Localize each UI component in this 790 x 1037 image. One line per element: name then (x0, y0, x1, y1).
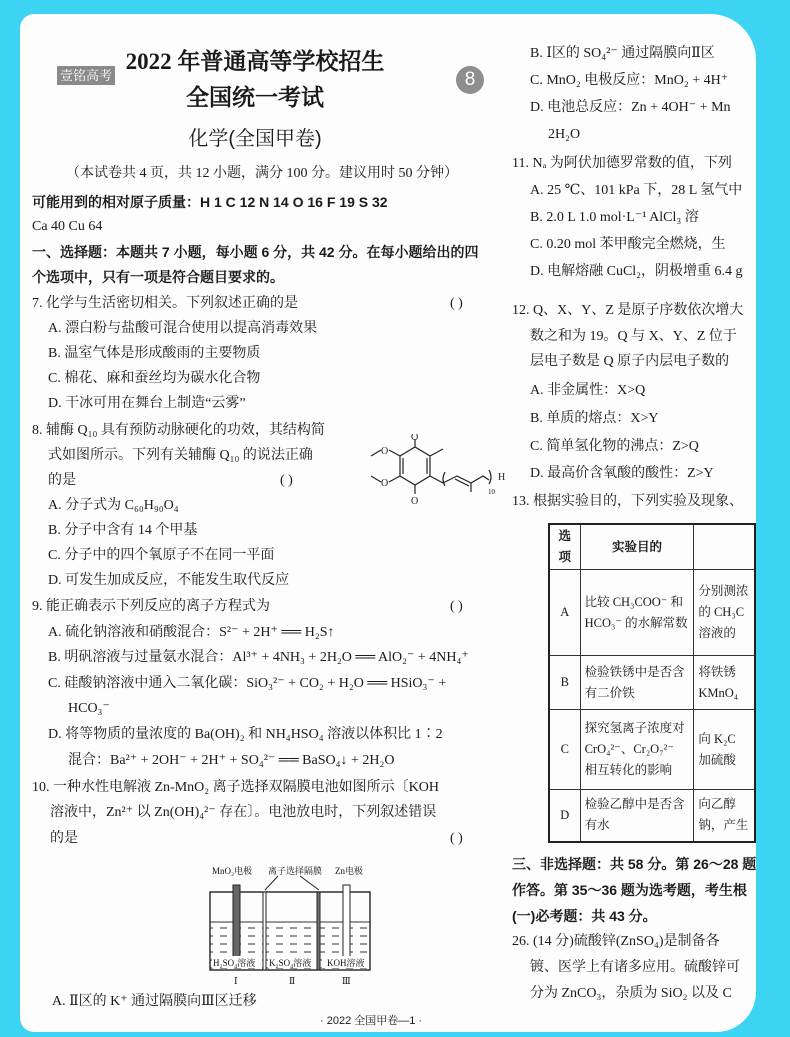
answer-paren-q7: ( ) (450, 296, 463, 311)
right-text-line: 作答。第 35～36 题为选考题，考生根 (512, 882, 747, 898)
left-text-line: C. 棉花、麻和蚕丝均为碳水化合物 (48, 371, 261, 386)
answer-paren-q9: ( ) (450, 599, 463, 614)
left-text-line: 9. 能正确表示下列反应的离子方程式为 (32, 599, 270, 614)
zone3-solution-label: KOH溶液 (327, 958, 365, 968)
brand-logo: 壹铭高考 (57, 66, 115, 85)
left-text-line: A. Ⅱ区的 K⁺ 通过隔膜向Ⅲ区迁移 (52, 994, 257, 1009)
left-text-line: 7. 化学与生活密切相关。下列叙述正确的是 (32, 296, 298, 311)
row-option: C (549, 710, 580, 790)
header-method (694, 524, 755, 570)
right-text-line: B. 单质的熔点：X>Y (530, 411, 659, 426)
exam-title-line2: 全国统一考试 (186, 85, 324, 110)
left-text-line: （本试卷共 4 页，共 12 小题，满分 100 分。建议用时 50 分钟） (66, 166, 458, 181)
row-purpose: 探究氢离子浓度对 CrO₄²⁻、Cr₂O₇²⁻ 相互转化的影响 (580, 710, 694, 790)
row-method: 向乙醇 钠，产生 (694, 790, 755, 842)
right-text-line: (一)必考题：共 43 分。 (512, 908, 657, 924)
row-option: A (549, 570, 580, 656)
oxygen-label: O (411, 434, 419, 443)
row-method: 向 K₂C 加硫酸 (694, 710, 755, 790)
left-text-line: 溶液中，Zn²⁺ 以 Zn(OH)₄²⁻ 存在〕。电池放电时，下列叙述错误 (50, 805, 437, 820)
right-text-line: C. MnO₂ 电极反应：MnO₂ + 4H⁺ (530, 73, 729, 88)
left-text-line: D. 可发生加成反应，不能发生取代反应 (48, 573, 290, 588)
battery-diagram (190, 852, 390, 990)
repeat-count-label: 10 (488, 488, 495, 496)
left-text-line: D. 干冰可用在舞台上制造“云雾” (48, 396, 246, 411)
left-text-line: C. 硅酸钠溶液中通入二氧化碳：SiO₃²⁻ + CO₂ + H₂O ══ HSiO₃⁻ + (48, 676, 447, 691)
right-text-line: C. 简单氢化物的沸点：Z>Q (530, 439, 699, 454)
zone2-label: Ⅱ (289, 976, 296, 986)
left-text-line: 式如图所示。下列有关辅酶 Q₁₀ 的说法正确 (48, 448, 313, 463)
right-text-line: D. 最高价含氧酸的酸性：Z>Y (530, 466, 714, 481)
left-text-line: 一、选择题：本题共 7 小题，每小题 6 分，共 42 分。在每小题给出的四 (32, 244, 479, 260)
right-text-line: C. 0.20 mol 苯甲酸完全燃烧，生 (530, 237, 726, 252)
left-text-line: Ca 40 Cu 64 (32, 219, 103, 234)
zone1-label: Ⅰ (234, 976, 238, 986)
row-option: B (549, 656, 580, 710)
table-row (549, 570, 755, 656)
row-method: 将铁锈 KMnO₄ (694, 656, 755, 710)
exam-title-line1: 2022 年普通高等学校招生 (125, 49, 385, 74)
header-purpose: 实验目的 (580, 524, 694, 570)
left-text-line: A. 硫化钠溶液和硝酸混合：S²⁻ + 2H⁺ ══ H₂S↑ (48, 625, 335, 640)
left-text-line: B. 温室气体是形成酸雨的主要物质 (48, 346, 261, 361)
exam-page (20, 14, 756, 1032)
left-text-line: C. 分子中的四个氧原子不在同一平面 (48, 548, 275, 563)
right-text-line: 2H₂O (548, 127, 581, 142)
row-method: 分别测浓 的 CH₃C 溶液的 (694, 570, 755, 656)
right-text-line: D. 电池总反应：Zn + 4OH⁻ + Mn (530, 100, 731, 115)
left-text-line: HCO₃⁻ (68, 701, 110, 716)
table-row (549, 656, 755, 710)
header-option: 选项 (549, 524, 580, 570)
left-text-line: A. 分子式为 C₆₀H₉₀O₄ (48, 498, 179, 513)
oxygen-label: O (381, 446, 389, 457)
experiment-table (548, 523, 756, 843)
coenzyme-q10-structure (365, 434, 510, 514)
table-row (549, 710, 755, 790)
left-text-line: 可能用到的相对原子质量：H 1 C 12 N 14 O 16 F 19 S 32 (32, 194, 388, 210)
right-text-line: 11. Nₐ 为阿伏加德罗常数的值，下列 (512, 156, 732, 171)
left-text-line: 10. 一种水性电解液 Zn-MnO₂ 离子选择双隔膜电池如图所示〔KOH (32, 780, 439, 795)
table-header-row (549, 524, 755, 570)
zone3-label: Ⅲ (342, 976, 351, 986)
right-text-line: 三、非选择题：共 58 分。第 26～28 题 (512, 856, 756, 872)
right-text-line: 26. (14 分)硫酸锌(ZnSO₄)是制备各 (512, 934, 720, 949)
subject-title: 化学(全国甲卷) (188, 128, 322, 150)
page-footer: · 2022 全国甲卷—1 · (320, 1015, 423, 1027)
right-text-line: D. 电解熔融 CuCl₂，阴极增重 6.4 g (530, 264, 743, 279)
right-text-line: 12. Q、X、Y、Z 是原子序数依次增大 (512, 303, 744, 318)
oxygen-label: O (381, 478, 389, 489)
left-text-line: 混合：Ba²⁺ + 2OH⁻ + 2H⁺ + SO₄²⁻ ══ BaSO₄↓ + 2H₂O (68, 753, 395, 768)
left-text-line: 的是 (50, 831, 78, 846)
row-option: D (549, 790, 580, 842)
mno2-electrode-label: MnO₂电极 (212, 866, 253, 876)
row-purpose: 检验乙醇中是否含有水 (580, 790, 694, 842)
right-text-line: 13. 根据实验目的，下列实验及现象、 (512, 494, 743, 509)
left-text-line: 的是 (48, 473, 76, 488)
membrane-label: 离子选择隔膜 (268, 866, 323, 876)
answer-paren-q10: ( ) (450, 831, 463, 846)
right-text-line: 镀、医学上有诸多应用。硫酸锌可 (530, 960, 740, 975)
row-purpose: 检验铁锈中是否含有二价铁 (580, 656, 694, 710)
left-text-line: D. 将等物质的量浓度的 Ba(OH)₂ 和 NH₄HSO₄ 溶液以体积比 1∶2 (48, 727, 443, 742)
hydrogen-label: H (498, 472, 506, 483)
row-purpose: 比较 CH₃COO⁻ 和 HCO₃⁻ 的水解常数 (580, 570, 694, 656)
left-text-line: A. 漂白粉与盐酸可混合使用以提高消毒效果 (48, 321, 318, 336)
right-text-line: 数之和为 19。Q 与 X、Y、Z 位于 (530, 329, 737, 344)
right-text-line: 分为 ZnCO₃，杂质为 SiO₂ 以及 C (530, 986, 732, 1001)
left-text-line: B. 分子中含有 14 个甲基 (48, 523, 198, 538)
right-text-line: A. 非金属性：X>Q (530, 383, 646, 398)
right-text-line: 层电子数是 Q 原子内层电子数的 (530, 354, 730, 369)
right-text-line: B. Ⅰ区的 SO₄²⁻ 通过隔膜向Ⅱ区 (530, 46, 715, 61)
left-text-line: 8. 辅酶 Q₁₀ 具有预防动脉硬化的功效，其结构简 (32, 423, 325, 438)
table-row (549, 790, 755, 842)
oxygen-label: O (411, 496, 419, 507)
left-text-line: 个选项中，只有一项是符合题目要求的。 (32, 269, 284, 285)
zone2-solution-label: K₂SO₄溶液 (269, 958, 312, 968)
right-text-line: B. 2.0 L 1.0 mol·L⁻¹ AlCl₃ 溶 (530, 210, 699, 225)
right-text-line: A. 25 ℃、101 kPa 下，28 L 氢气中 (530, 183, 743, 198)
left-text-line: B. 明矾溶液与过量氨水混合：Al³⁺ + 4NH₃ + 2H₂O ══ AlO₂⁻ + 4NH₄⁺ (48, 650, 469, 665)
zn-electrode-label: Zn电极 (335, 866, 363, 876)
paper-number-badge: 8 (456, 66, 484, 94)
zone1-solution-label: H₂SO₄溶液 (213, 958, 256, 968)
answer-paren-q8: ( ) (280, 473, 293, 488)
